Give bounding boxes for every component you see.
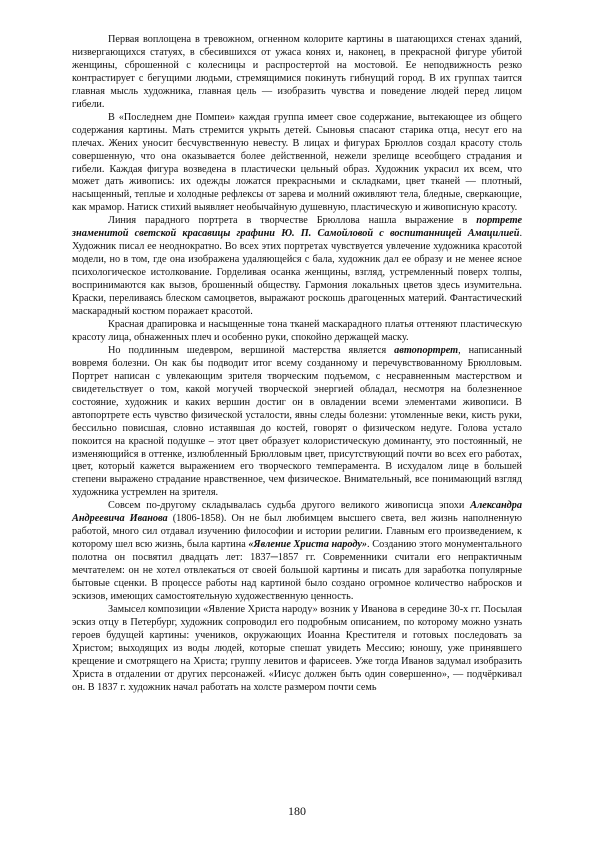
paragraph-text: (1806-1858). Он не был любимцем высшего света, вел жизнь наполненную работой, много сил отдавал изучению философии и истории религии. Главным его произведением, к которому шел всю жизнь, была картина [72, 513, 522, 551]
paragraph [72, 500, 522, 604]
paragraph-text: Красная драпировка и насыщенные тона тканей маскарадного платья оттеняют пластическую красоту лица, обнаженных плеч и особенно руки, спокойно держащей маску. [72, 318, 522, 343]
paragraph-text: . Созданию этого монументального полотна он посвятил двадцать лет: 1837─1857 гг. Современники считали его непрактичным мечтателем: он не хотел отвлекаться от своей большой картины и писать для заработка популярные бытовые сценки. В процессе работы над картиной было создано огромное количество набросков и эскизов, имеющих самостоятельную художественную ценность. [72, 539, 522, 602]
emphasis-text: автопортрет [394, 344, 459, 356]
paragraph-text: В «Последнем дне Помпеи» каждая группа имеет свое содержание, вытекающее из общего содержания картины. Мать стремится укрыть детей. Сыновья спасают старика отца, несут его на плечах. Жених уносит бесчувственную невесту. В лицах и фигурах Брюллов создал красоту столь совершенную, что она оказывается более действенной, нежели зрелище всеобщего страдания и гибели. Каждая фигура возведена в пластически цельный образ. Художник украсил их всем, что может дать живопись: их одежды ложатся прекрасными и складками, цвет тканей — плотный, насыщенный, теплые и холодные рефлексы от зарева и молний оживляют тела, бледные, сверкающие, как мрамор. Натиск стихий выявляет необычайную душевную, пластическую и живописную красоту. [72, 111, 522, 214]
paragraph-text: , написанный вовремя болезни. Он как бы подводит итог всему созданному и перечувствованному Брюлловым. Портрет написан с увлекающим зрителя творческим подъемом, с несравненным мастерством и свидетельствует о том, какой могучей творческой энергией обладал, несмотря на болезненное состояние, художник и каких вершин достиг он в овладении всеми элементами живописи. В автопортрете есть чувство физической усталости, явны следы болезни: утомленные веки, кисть руки, бессильно повисшая, словно истаявшая до костей, говорят о физическом недуге. Голова устало покоится на красной подушке – этот цвет образует колористическую доминанту, это постоянный, не изменяющийся в оттенке, излюбленный Брюлловым цвет, присутствующий почти во всех его работах, цвет, который кажется выражением его творческого темперамента. В исхудалом лице в большей степени выражено страдание нравственное, чем физическое. Внимательный, все понимающий взгляд художника устремлен на зрителя. [72, 344, 522, 499]
paragraph-text: . Художник писал ее неоднократно. Во всех этих портретах чувствуется увлечение художника красотой модели, но в том, где она изображена удаляющейся с бала, художник дал ее образу и не менее ясное психологическое истолкование. Горделивая осанка женщины, взгляд, устремленный поверх толпы, воспринимаются как вызов, брошенный обществу. Гармония локальных цветов здесь изумительна. Краски, переливаясь блеском самоцветов, выражают роскошь драгоценных материй. Фантастический маскарадный костюм поражает красотой. [72, 228, 522, 318]
emphasis-text: «Явление Христа народу» [248, 539, 368, 551]
paragraph [72, 112, 522, 216]
emphasis-text: Александра Андреевича Иванова [72, 500, 522, 525]
emphasis-text: портрете знаменитой светской красавицы графини Ю. П. Самойловой с воспитанницей Амацилией [72, 215, 522, 240]
paragraph-text: Первая воплощена в тревожном, огненном колорите картины в шатающихся стенах зданий, низвергающихся статуях, в сбесившихся от ужаса конях и, наконец, в прекрасной фигуре убитой женщины, сброшенной с колесницы и распростертой на мостовой. Ее неподвижность резко контрастирует с бегущими людьми, стремящимися покинуть гибнущий город. В их группах таится главная мысль художника, главная цель — изобразить чувства и поведение людей перед лицом гибели. [72, 34, 522, 110]
paragraph [72, 34, 522, 112]
paragraph-text: Но подлинным шедевром, вершиной мастерства является [108, 344, 395, 356]
paragraph-text: Совсем по-другому складывалась судьба другого великого живописца эпохи [108, 500, 471, 512]
paragraph [72, 319, 522, 345]
paragraph [72, 604, 522, 695]
paragraph [72, 345, 522, 500]
page-number: 180 [288, 804, 306, 818]
page-body [72, 34, 522, 695]
paragraph [72, 215, 522, 319]
paragraph-text: Замысел композиции «Явление Христа народу» возник у Иванова в середине 30-х гг. Посылая эскиз отцу в Петербург, художник сопроводил его подробным описанием, по которому можно узнать героев будущей картины: учеников, окружающих Иоанна Крестителя и готовых последовать за Христом; выходящих из воды людей, которые спешат увидеть Мессию; юношу, уже принявшего крещение и смотрящего на Христа; группу левитов и фарисеев. Уже тогда Иванов задумал изобразить Христа в отдалении от других персонажей. «Иисус должен быть один совершенно», — подчёркивал он. В 1837 г. художник начал работать на холсте размером почти семь [72, 603, 522, 693]
paragraph-text: Линия парадного портрета в творчестве Брюллова нашла выражение в [108, 215, 477, 227]
